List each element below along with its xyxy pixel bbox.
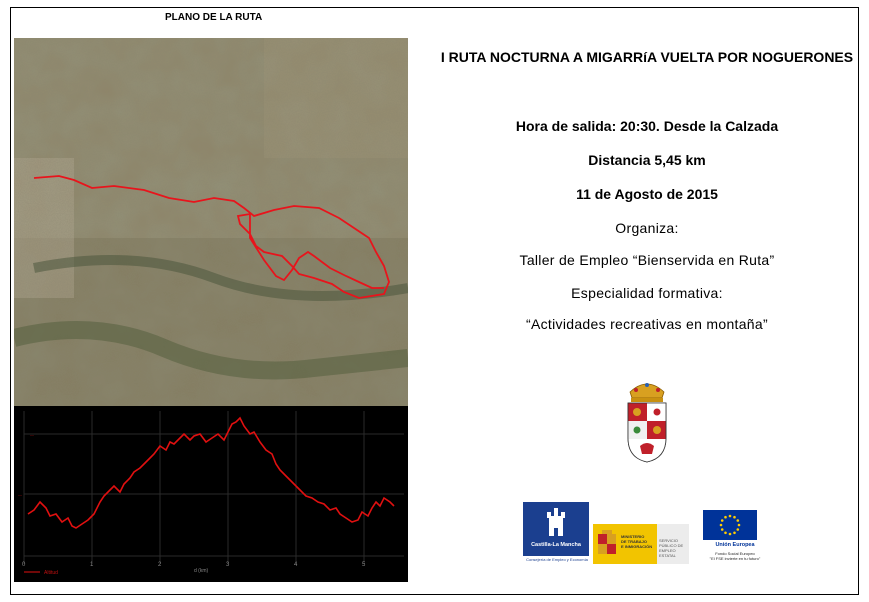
eu-star-icon: [738, 524, 741, 527]
eu-star-icon: [736, 519, 739, 522]
eu-flag-icon: [703, 510, 757, 540]
x-tick-label: 1: [90, 562, 94, 568]
altitude-legend: Altitud: [44, 570, 58, 576]
ministerio-line-2: DE TRABAJO: [621, 539, 648, 544]
specialty-label: Especialidad formativa:: [571, 285, 723, 301]
y-tick-lower: —: [18, 492, 22, 497]
castilla-la-mancha-logo: [521, 502, 591, 566]
x-tick-label: 0: [22, 562, 26, 568]
eu-star-icon: [729, 533, 732, 536]
coat-of-arms-icon: [622, 376, 672, 464]
x-tick-label: 5: [362, 562, 366, 568]
y-tick-upper: —: [30, 432, 34, 437]
ministerio-line-1: MINISTERIO: [621, 534, 645, 539]
sepe-text: SERVICIO PÚBLICO DE EMPLEO ESTATAL: [659, 538, 684, 558]
elevation-profile-chart: [14, 406, 408, 582]
departure-time: Hora de salida: 20:30. Desde la Calzada: [515, 118, 779, 134]
map-title: PLANO DE LA RUTA: [165, 12, 263, 23]
eu-logo: [693, 502, 777, 566]
organizer-label: Organiza:: [615, 220, 679, 236]
aerial-map: [14, 38, 408, 406]
distance-axis-label: d (km): [194, 568, 209, 574]
eu-star-icon: [733, 531, 736, 534]
x-tick-label: 2: [158, 562, 162, 568]
eu-star-icon: [720, 524, 723, 527]
eu-fund: Fondo Social Europeo: [715, 551, 755, 556]
eu-star-icon: [724, 516, 727, 519]
ministerio-line-3: E INMIGRACIÓN: [621, 544, 653, 549]
eu-star-icon: [729, 515, 732, 518]
specialty-name: “Actividades recreativas en montaña”: [526, 316, 768, 332]
eu-star-icon: [724, 531, 727, 534]
eu-star-icon: [721, 528, 724, 531]
aerial-map-image: [14, 38, 408, 406]
event-title: I RUTA NOCTURNA A MIGARRíA VUELTA POR NOGUERONES: [440, 49, 854, 65]
x-tick-label: 3: [226, 562, 230, 568]
sponsor-logos: [521, 502, 777, 566]
ministerio-logo: [593, 524, 689, 564]
eu-star-icon: [733, 516, 736, 519]
eu-star-icon: [721, 519, 724, 522]
eu-name: Unión Europea: [715, 542, 755, 548]
castle-icon: [545, 506, 567, 538]
x-tick-label: 4: [294, 562, 298, 568]
spain-shield-icon: [596, 530, 618, 558]
event-date: 11 de Agosto de 2015: [576, 186, 718, 202]
route-distance: Distancia 5,45 km: [588, 152, 706, 168]
elevation-profile: [14, 406, 408, 582]
castilla-caption: Consejería de Empleo y Economía: [526, 557, 588, 562]
eu-motto: "El FSE invierte en tu futuro": [709, 556, 761, 561]
castilla-name: Castilla-La Mancha: [531, 542, 581, 548]
eu-star-icon: [736, 528, 739, 531]
organizer-name: Taller de Empleo “Bienservida en Ruta”: [519, 252, 775, 268]
